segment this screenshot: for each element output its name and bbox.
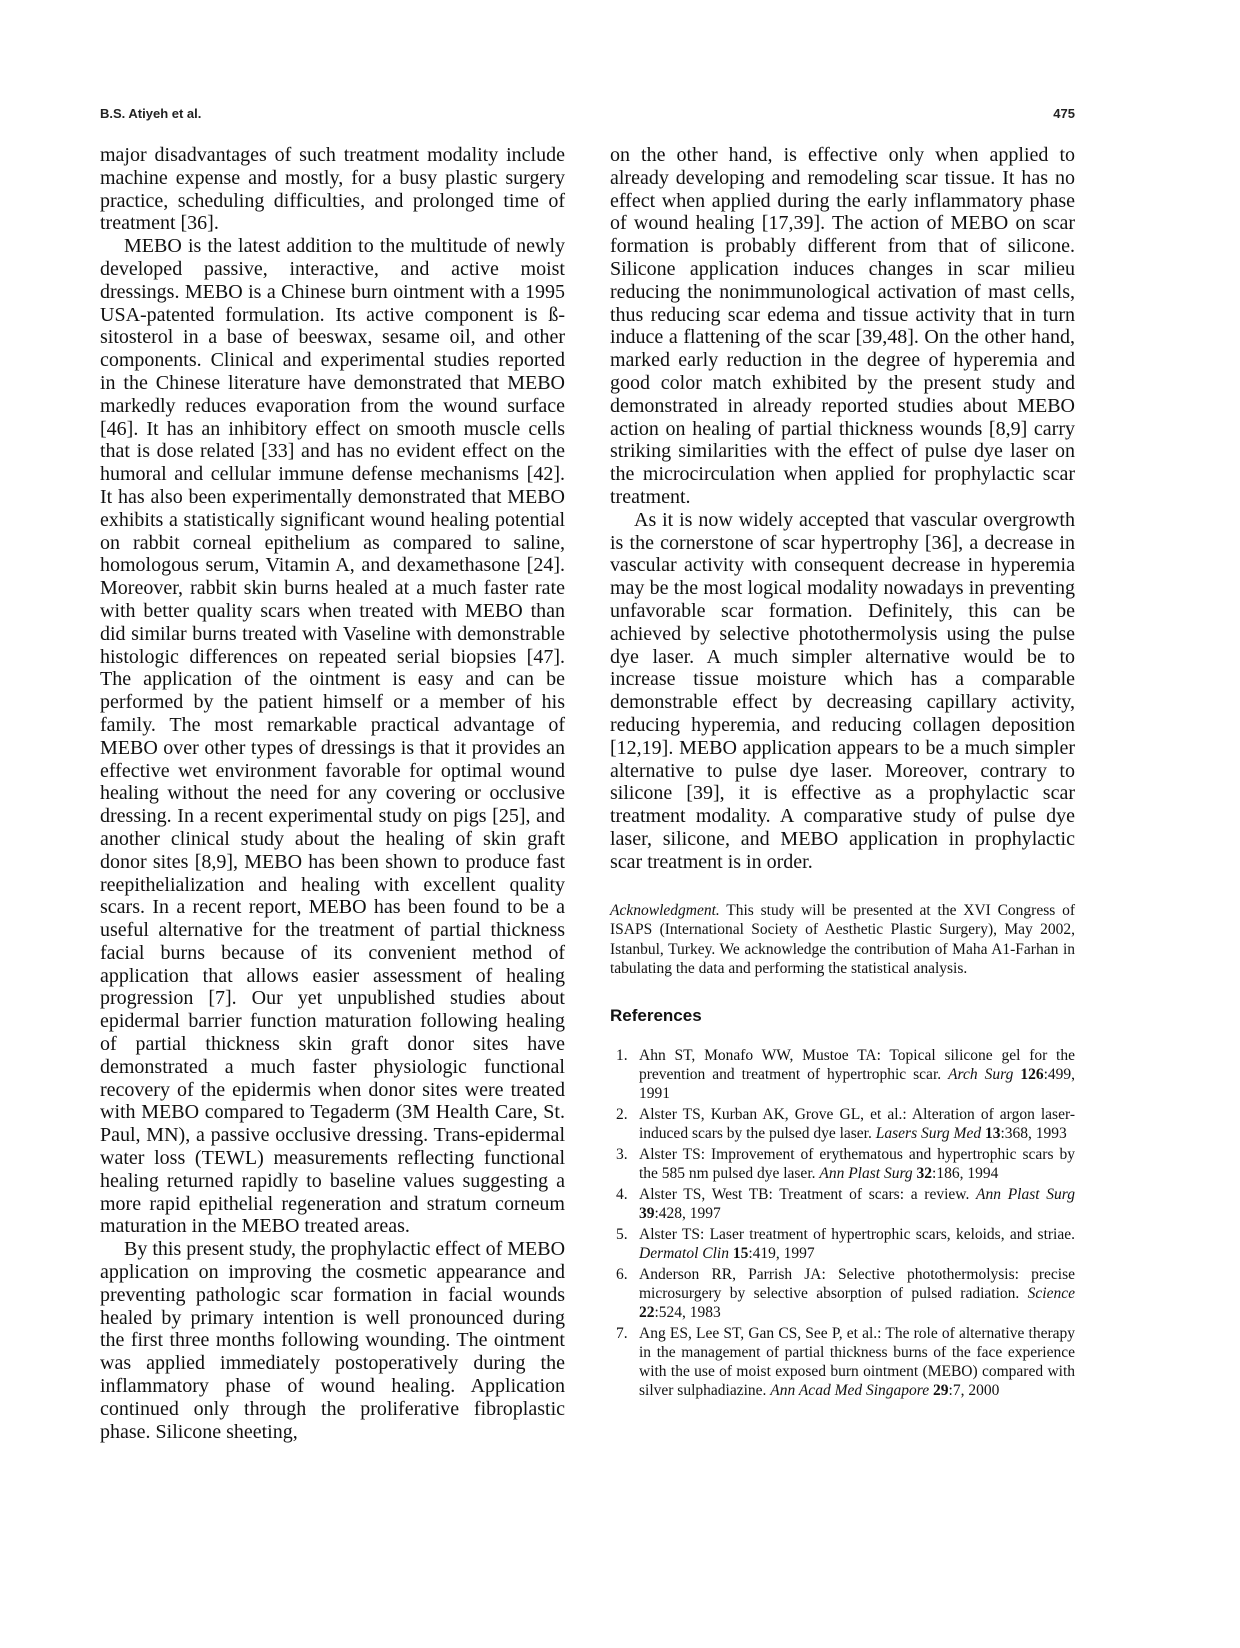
reference-authors: Ang ES, Lee ST, Gan CS, See P, et al.: The role of alternative therapy in the management of partial thickness burns of the face experience with the use of moist exposed burn ointment (MEBO) compared with silver sulphadiazine. bbox=[639, 1324, 1075, 1399]
reference-number: 3. bbox=[616, 1145, 628, 1163]
reference-authors: Alster TS, Kurban AK, Grove GL, et al.: Alteration of argon laser-induced scars by the pulsed dye laser. bbox=[639, 1105, 1075, 1142]
page-number: 475 bbox=[1053, 106, 1075, 121]
reference-number: 5. bbox=[616, 1225, 628, 1243]
reference-authors: Alster TS: Laser treatment of hypertrophic scars, keloids, and striae. bbox=[639, 1225, 1075, 1243]
running-head bbox=[100, 106, 1075, 121]
reference-item bbox=[610, 1046, 1075, 1103]
reference-journal: Dermatol Clin bbox=[639, 1244, 729, 1262]
reference-number: 4. bbox=[616, 1185, 628, 1203]
body-paragraph: By this present study, the prophylactic effect of MEBO application on improving the cosmetic appearance and preventing pathologic scar formation in facial wounds healed by primary intention is well pronounced during the first three months following wounding. The ointment was applied immediately postoperatively during the inflammatory phase of wound healing. Application continued only through the proliferative fibroplastic phase. Silicone sheeting, bbox=[100, 1238, 566, 1443]
reference-item bbox=[610, 1105, 1075, 1143]
reference-pages: :7, 2000 bbox=[948, 1381, 1000, 1399]
reference-list bbox=[610, 1046, 1075, 1400]
body-paragraph: MEBO is the latest addition to the multitude of newly developed passive, interactive, and active moist dressings. MEBO is a Chinese burn ointment with a 1995 USA-patented formulation. Its active component is ß-sitosterol in a base of beeswax, sesame oil, and other components. Clinical and experimental studies reported in the Chinese literature have demonstrated that MEBO markedly reduces evaporation from the wound surface [46]. It has an inhibitory effect on smooth muscle cells that is dose related [33] and has no evident effect on the humoral and cellular immune defense mechanisms [42]. It has also been experimentally demonstrated that MEBO exhibits a statistically significant wound healing potential on rabbit corneal epithelium as compared to saline, homologous serum, Vitamin A, and dexamethasone [24]. Moreover, rabbit skin burns healed at a much faster rate with better quality scars when treated with MEBO than did similar burns treated with Vaseline with demonstrable histologic differences on repeated serial biopsies [47]. The application of the ointment is easy and can be performed by the patient himself or a member of his family. The most remarkable practical advantage of MEBO over other types of dressings is that it provides an effective wet environment favorable for optimal wound healing without the need for any covering or occlusive dressing. In a recent experimental study on pigs [25], and another clinical study about the healing of skin graft donor sites [8,9], MEBO has been shown to produce fast reepithelialization and healing with excellent quality scars. In a recent report, MEBO has been found to be a useful alternative for the treatment of partial thickness facial burns because of its convenient method of application that allows easier assessment of healing progression [7]. Our yet unpublished studies about epidermal barrier function maturation following healing of partial thickness skin graft donor sites have demonstrated a much faster physiologic functional recovery of the epidermis when donor sites were treated with MEBO compared to Tegaderm (3M Health Care, St. Paul, MN), a passive occlusive dressing. Trans-epidermal water loss (TEWL) measurements reflecting functional healing returned rapidly to baseline values suggesting a more rapid epithelial regeneration and stratum corneum maturation in the MEBO treated areas. bbox=[100, 235, 565, 1238]
reference-item bbox=[610, 1265, 1075, 1322]
reference-pages: :186, 1994 bbox=[932, 1164, 999, 1182]
reference-journal: Science bbox=[1027, 1284, 1075, 1302]
body-paragraph: As it is now widely accepted that vascular overgrowth is the cornerstone of scar hypertrophy [36], a decrease in vascular activity with consequent decrease in hyperemia may be the most logical modality nowadays in preventing unfavorable scar formation. Definitely, this can be achieved by selective photothermolysis using the pulse dye laser. A much simpler alternative would be to increase tissue moisture which has a comparable demonstrable effect by decreasing capillary activity, reducing hyperemia, and reducing collagen deposition [12,19]. MEBO application appears to be a much simpler alternative to pulse dye laser. Moreover, contrary to silicone [39], it is effective as a prophylactic scar treatment modality. A comparative study of pulse dye laser, silicone, and MEBO application in prophylactic scar treatment is in order. bbox=[610, 508, 1075, 873]
reference-volume: 22 bbox=[639, 1303, 655, 1321]
reference-journal: Ann Acad Med Singapore bbox=[770, 1381, 930, 1399]
reference-pages: :524, 1983 bbox=[654, 1303, 721, 1321]
reference-volume: 126 bbox=[1020, 1065, 1044, 1083]
body-paragraph: on the other hand, is effective only when applied to already developing and remodeling scar tissue. It has no effect when applied during the early inflammatory phase of wound healing [17,39]. The action of MEBO on scar formation is probably different from that of silicone. Silicone application induces changes in scar milieu reducing the nonimmunological activation of mast cells, thus reducing scar edema and tissue activity that in turn induce a flattening of the scar [39,48]. On the other hand, marked early reduction in the degree of hyperemia and good color match exhibited by the present study and demonstrated in already reported studies about MEBO action on healing of partial thickness wounds [8,9] carry striking similarities with the effect of pulse dye laser on the microcirculation when applied for prophylactic scar treatment. bbox=[610, 144, 1075, 508]
reference-journal: Lasers Surg Med bbox=[875, 1124, 982, 1142]
reference-number: 1. bbox=[616, 1046, 628, 1064]
reference-authors: Alster TS: Improvement of erythematous and hypertrophic scars by the 585 nm pulsed dye laser. bbox=[639, 1145, 1075, 1182]
acknowledgment-text: This study will be presented at the XVI Congress of ISAPS (International Society of Aesthetic Plastic Surgery), May 2002, Istanbul, Turkey. We acknowledge the contribution of Maha A1-Farhan in tabulating the data and performing the statistical analysis. bbox=[610, 901, 1075, 977]
running-head-authors: B.S. Atiyeh et al. bbox=[100, 106, 202, 121]
reference-number: 6. bbox=[616, 1265, 628, 1283]
reference-volume: 29 bbox=[933, 1381, 949, 1399]
reference-pages: :499, 1991 bbox=[639, 1065, 1075, 1102]
reference-volume: 13 bbox=[984, 1124, 1001, 1142]
reference-journal: Arch Surg bbox=[948, 1065, 1014, 1083]
reference-volume: 39 bbox=[639, 1204, 655, 1222]
reference-pages: :428, 1997 bbox=[654, 1204, 721, 1222]
reference-journal: Ann Plast Surg bbox=[976, 1185, 1075, 1203]
reference-pages: :368, 1993 bbox=[1000, 1124, 1067, 1142]
right-column bbox=[610, 144, 1075, 1402]
reference-authors: Ahn ST, Monafo WW, Mustoe TA: Topical silicone gel for the prevention and treatment of hypertrophic scar. bbox=[639, 1046, 1075, 1083]
reference-volume: 15 bbox=[732, 1244, 749, 1262]
reference-number: 7. bbox=[616, 1324, 628, 1342]
reference-item bbox=[610, 1324, 1075, 1400]
acknowledgment bbox=[610, 901, 1075, 979]
body-paragraph: major disadvantages of such treatment modality include machine expense and mostly, for a busy plastic surgery practice, scheduling difficulties, and prolonged time of treatment [36]. bbox=[100, 144, 565, 235]
reference-item bbox=[610, 1145, 1075, 1183]
reference-authors: Alster TS, West TB: Treatment of scars: a review. bbox=[639, 1185, 977, 1203]
left-column bbox=[100, 144, 565, 1443]
reference-volume: 32 bbox=[916, 1164, 933, 1182]
reference-pages: :419, 1997 bbox=[748, 1244, 815, 1262]
reference-journal: Ann Plast Surg bbox=[819, 1164, 913, 1182]
reference-item bbox=[610, 1185, 1075, 1223]
reference-authors: Anderson RR, Parrish JA: Selective photothermolysis: precise microsurgery by selective absorption of pulsed radiation. bbox=[639, 1265, 1075, 1302]
reference-item bbox=[610, 1225, 1075, 1263]
references-heading: References bbox=[610, 1005, 702, 1025]
acknowledgment-label: Acknowledgment. bbox=[610, 901, 720, 919]
reference-number: 2. bbox=[616, 1105, 628, 1123]
